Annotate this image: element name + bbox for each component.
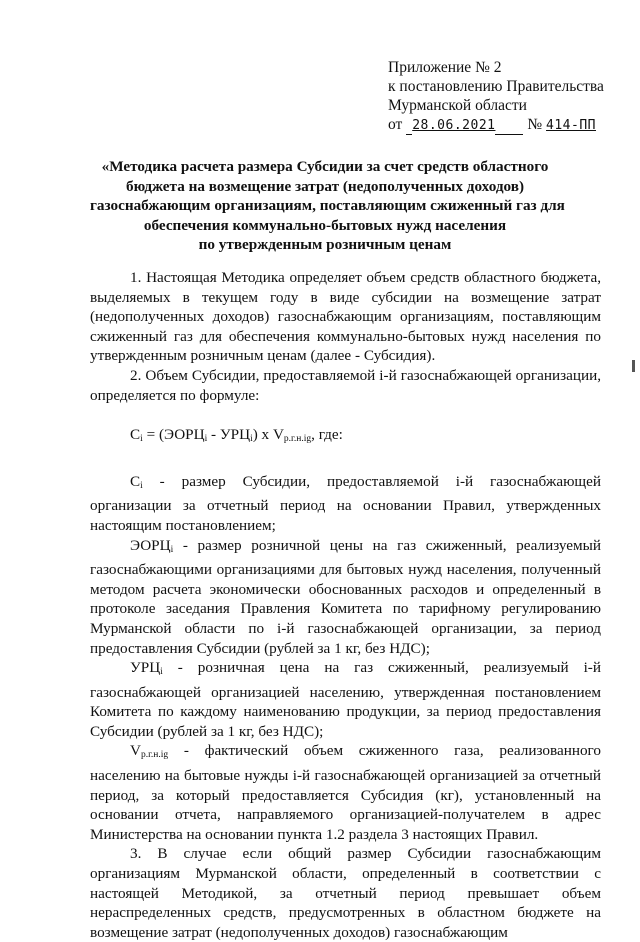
definition-subscript: i <box>140 480 143 491</box>
definition-urc <box>90 658 601 741</box>
resolution-number: 414-ПП <box>546 118 596 133</box>
scan-edge-mark <box>632 360 635 372</box>
definition-subscript: р.г.н.ig <box>140 750 169 761</box>
appendix-line-3: Мурманской области <box>388 97 527 114</box>
formula-part: - УРЦ <box>207 426 251 444</box>
formula-part: ) х V <box>252 426 284 444</box>
subsidy-formula <box>90 425 601 450</box>
appendix-line-2: к постановлению Правительства <box>388 78 604 95</box>
formula-part: = (ЭОРЦ <box>142 426 205 444</box>
definition-symbol: V <box>130 742 141 760</box>
document-body <box>90 268 601 942</box>
resolution-date: 28.06.2021 <box>412 118 496 133</box>
formula-eorc-sub: i <box>204 434 208 445</box>
from-label: от <box>388 116 403 133</box>
paragraph-2: 2. Объем Субсидии, предоставляемой i-й газоснабжающей организации, определяется по формуле: <box>90 366 601 404</box>
paragraph-1: 1. Настоящая Методика определяет объем средств областного бюджета, выделяемых в текущем году в виде субсидии на возмещение затрат (недополученных доходов) газоснабжающим организациям, поставляющим сжиженный газ для обеспечения коммунально-бытовых нужд населения по утвержденным розничным ценам (далее - Субсидия). <box>90 269 601 365</box>
title-line-4: обеспечения коммунально-бытовых нужд населения <box>143 216 507 234</box>
formula-c-sub: i <box>140 434 143 445</box>
title-line-5: по утвержденным розничным ценам <box>198 236 452 253</box>
title-line-1: «Методика расчета размера Субсидии за счет средств областного <box>101 158 549 175</box>
formula-tail: , где: <box>311 426 343 444</box>
formula-v-sub: р.г.н.ig <box>283 434 312 445</box>
appendix-header <box>388 58 604 135</box>
definition-subscript: i <box>170 544 174 555</box>
definition-symbol: C <box>130 472 141 490</box>
underline-gap <box>495 120 523 135</box>
definition-subscript: i <box>160 667 163 678</box>
definition-c <box>90 472 601 536</box>
document-title <box>90 157 565 255</box>
definition-text: - размер розничной цены на газ сжиженный, реализуемый газоснабжающими организациями для бытовых нужд населения, полученный методом расчета экономически обоснованных расходов и определенный в протоколе заседания Правления Комитета по тарифному регулированию Мурманской области по i-й газоснабжающей организации, за период предоставления Субсидии (рублей за 1 кг, без НДС); <box>90 536 601 657</box>
appendix-line-1: Приложение № 2 <box>388 59 502 76</box>
appendix-date-line <box>388 115 604 135</box>
title-line-2: бюджета на возмещение затрат (недополученных доходов) <box>125 177 525 195</box>
title-line-3: газоснабжающим организациям, поставляющим сжиженный газ для <box>90 197 565 214</box>
number-label: № <box>527 116 543 133</box>
definition-text: - розничная цена на газ сжиженный, реализуемый i-й газоснабжающей организацией населению, утвержденная постановлением Комитета по каждому наименованию продукции, за период предоставления Субсидии (рублей за 1 кг, без НДС); <box>90 659 601 740</box>
definition-v <box>90 741 601 844</box>
definition-eorc <box>90 536 601 659</box>
definition-symbol: УРЦ <box>130 659 161 677</box>
definition-symbol: ЭОРЦ <box>130 536 171 554</box>
definition-text: - фактический объем сжиженного газа, реализованного населению на бытовые нужды i-й газоснабжающей организацией за отчетный период, за который предоставляется Субсидия (кг), установленный на основании отчета, направляемого организацией-получателем в адрес Министерства на основании пункта 1.2 раздела 3 настоящих Правил. <box>90 742 601 843</box>
formula-c: C <box>130 426 141 444</box>
definition-text: - размер Субсидии, предоставляемой i-й газоснабжающей организации за отчетный период на основании Правил, утвержденных настоящим постановлением; <box>90 472 601 534</box>
formula-urc-sub: i <box>250 434 253 445</box>
paragraph-3: 3. В случае если общий размер Субсидии газоснабжающим организациям Мурманской области, определенный в соответствии с настоящей Методикой, за отчетный период превышает объем нераспределенных средств, предусмотренных в областном бюджете на возмещение затрат (недополученных доходов) газоснабжающим <box>90 845 601 941</box>
